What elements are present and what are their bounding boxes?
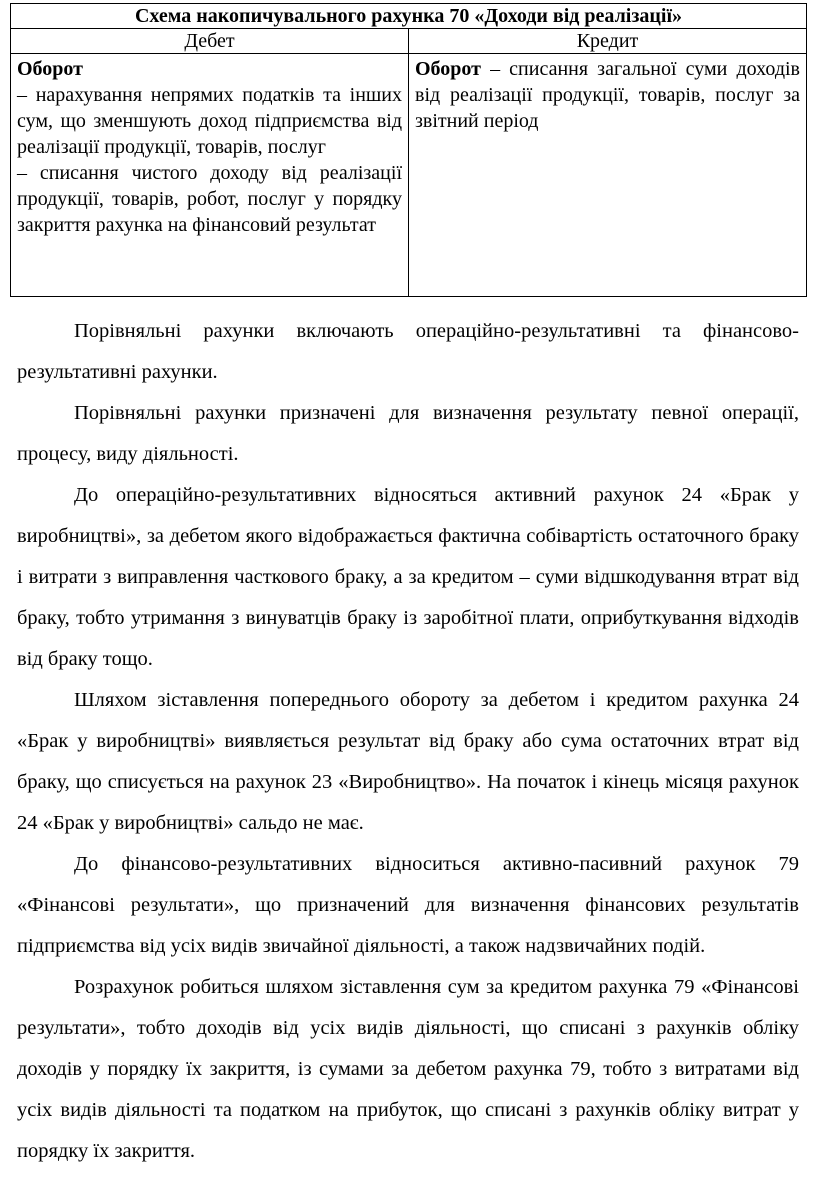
credit-header: Кредит [409,29,807,54]
debit-cell [11,54,409,297]
paragraph: Порівняльні рахунки включають операційно-результативні та фінансово- результативні рахунки. [17,320,799,383]
account-70-scheme-table [10,3,807,297]
paragraph: До фінансово-результативних відноситься активно-пасивний рахунок 79 «Фінансові результати», що призначений для визначення фінансових результатів підприємства від усіх видів звичайної діяльності, а також надзвичайних подій. [17,853,799,957]
credit-turnover-label: Оборот [415,58,481,80]
paragraph: Порівняльні рахунки призначені для визначення результату певної операції, процесу, виду діяльності. [17,402,799,465]
debit-item-1: – нарахування непрямих податків та інших сум, що зменшують доход підприємства від реалізації продукції, товарів, послуг [17,84,402,158]
table-content-row [11,54,807,297]
paragraph: До операційно-результативних відносяться активний рахунок 24 «Брак у виробництві», за дебетом якого відображається фактична собівартість остаточного браку і витрати з виправлення часткового браку, а за кредитом – суми відшкодування втрат від браку, тобто утримання з винуватців браку із заробітної плати, оприбуткування відходів від браку тощо. [17,484,799,670]
table-header-row [11,29,807,54]
debit-turnover-label: Оборот [17,58,83,80]
credit-cell [409,54,807,297]
paragraph: Розрахунок робиться шляхом зіставлення сум за кредитом рахунка 79 «Фінансові результати», тобто доходів від усіх видів діяльності, що списані з рахунків обліку доходів у порядку їх закриття, із сумами за дебетом рахунка 79, тобто з витратами від усіх видів діяльності та податком на прибуток, що списані з рахунків обліку витрат у порядку їх закриття. [17,976,799,1162]
body-text [17,311,799,1172]
debit-item-2: – списання чистого доходу від реалізації продукції, товарів, робот, послуг у порядку закриття рахунка на фінансовий результат [17,162,402,236]
paragraph: Шляхом зіставлення попереднього обороту за дебетом і кредитом рахунка 24 «Брак у виробництві» виявляється результат від браку або сума остаточних втрат від браку, що списується на рахунок 23 «Виробництво». На початок і кінець місяця рахунок 24 «Брак у виробництві» сальдо не має. [17,689,799,834]
debit-header: Дебет [11,29,409,54]
table-title: Схема накопичувального рахунка 70 «Доходи від реалізації» [11,4,807,29]
table-title-row [11,4,807,29]
credit-text: – списання загальної суми доходів від реалізації продукції, товарів, послуг за звітний період [415,58,800,132]
